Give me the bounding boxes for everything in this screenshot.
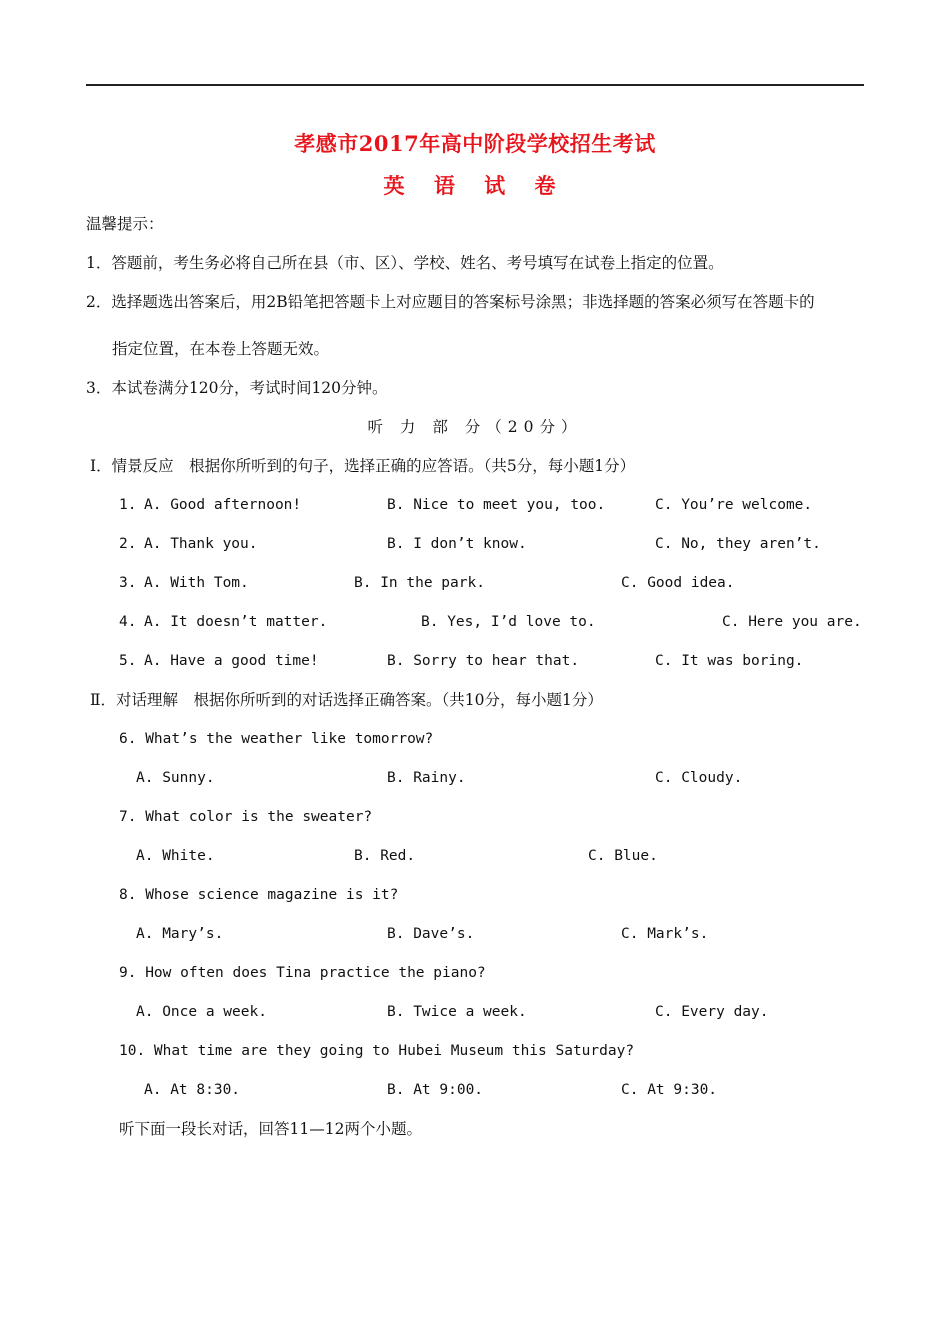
section-2-title: Ⅱ．对话理解 根据你所听到的对话选择正确答案。（共10分，每小题1分） xyxy=(90,691,603,709)
q3-option-c: C. Good idea. xyxy=(621,575,735,591)
q6-option-a: A. Sunny. xyxy=(136,770,215,786)
q8-option-a: A. Mary’s. xyxy=(136,926,224,942)
q1-option-c: C. You’re welcome. xyxy=(655,497,813,513)
exam-title: 孝感市2017年高中阶段学校招生考试 xyxy=(294,131,656,156)
q2-option-c: C. No, they aren’t. xyxy=(655,536,821,552)
q10-option-c: C. At 9:30. xyxy=(621,1082,718,1098)
q2-number: 2. xyxy=(119,536,137,552)
q10-stem: 10. What time are they going to Hubei Museum this Saturday? xyxy=(119,1043,635,1059)
q5-option-a: A. Have a good time! xyxy=(144,653,319,669)
q10-option-a: A. At 8:30. xyxy=(144,1082,241,1098)
notice-item-1: 1．答题前，考生务必将自己所在县（市、区）、学校、姓名、考号填写在试卷上指定的位置。 xyxy=(86,254,724,272)
q5-option-c: C. It was boring. xyxy=(655,653,804,669)
q3-option-a: A. With Tom. xyxy=(144,575,249,591)
q4-option-a: A. It doesn’t matter. xyxy=(144,614,328,630)
top-rule xyxy=(86,84,864,86)
q2-option-a: A. Thank you. xyxy=(144,536,258,552)
q5-number: 5. xyxy=(119,653,137,669)
q2-option-b: B. I don’t know. xyxy=(387,536,527,552)
notice-item-3: 3．本试卷满分120分，考试时间120分钟。 xyxy=(86,379,388,397)
q7-stem: 7. What color is the sweater? xyxy=(119,809,373,825)
q1-option-a: A. Good afternoon! xyxy=(144,497,302,513)
notice-item-2: 2．选择题选出答案后，用2B铅笔把答题卡上对应题目的答案标号涂黑；非选择题的答案必须写在答题卡的 xyxy=(86,293,815,311)
q6-stem: 6. What’s the weather like tomorrow? xyxy=(119,731,434,747)
q10-option-b: B. At 9:00. xyxy=(387,1082,484,1098)
section-1-title: Ⅰ．情景反应 根据你所听到的句子，选择正确的应答语。（共5分，每小题1分） xyxy=(90,457,636,475)
q3-option-b: B. In the park. xyxy=(354,575,485,591)
q5-option-b: B. Sorry to hear that. xyxy=(387,653,580,669)
q7-option-c: C. Blue. xyxy=(588,848,658,864)
notice-heading: 温馨提示： xyxy=(86,215,164,233)
q7-option-a: A. White. xyxy=(136,848,215,864)
q6-option-b: B. Rainy. xyxy=(387,770,466,786)
q4-option-c: C. Here you are. xyxy=(722,614,862,630)
q4-option-b: B. Yes, I’d love to. xyxy=(421,614,596,630)
q1-number: 1. xyxy=(119,497,137,513)
q3-number: 3. xyxy=(119,575,137,591)
q9-option-c: C. Every day. xyxy=(655,1004,769,1020)
q8-stem: 8. Whose science magazine is it? xyxy=(119,887,399,903)
q7-option-b: B. Red. xyxy=(354,848,416,864)
q8-option-b: B. Dave’s. xyxy=(387,926,475,942)
q8-option-c: C. Mark’s. xyxy=(621,926,709,942)
q9-option-a: A. Once a week. xyxy=(136,1004,267,1020)
exam-subtitle: 英 语 试 卷 xyxy=(383,173,567,198)
long-dialog-note: 听下面一段长对话，回答11—12两个小题。 xyxy=(119,1120,422,1138)
q1-option-b: B. Nice to meet you, too. xyxy=(387,497,606,513)
q9-option-b: B. Twice a week. xyxy=(387,1004,527,1020)
notice-item-2-cont: 指定位置，在本卷上答题无效。 xyxy=(112,340,330,358)
q4-number: 4. xyxy=(119,614,137,630)
listening-heading: 听 力 部 分（20分） xyxy=(367,418,583,436)
q6-option-c: C. Cloudy. xyxy=(655,770,743,786)
q9-stem: 9. How often does Tina practice the piano? xyxy=(119,965,486,981)
